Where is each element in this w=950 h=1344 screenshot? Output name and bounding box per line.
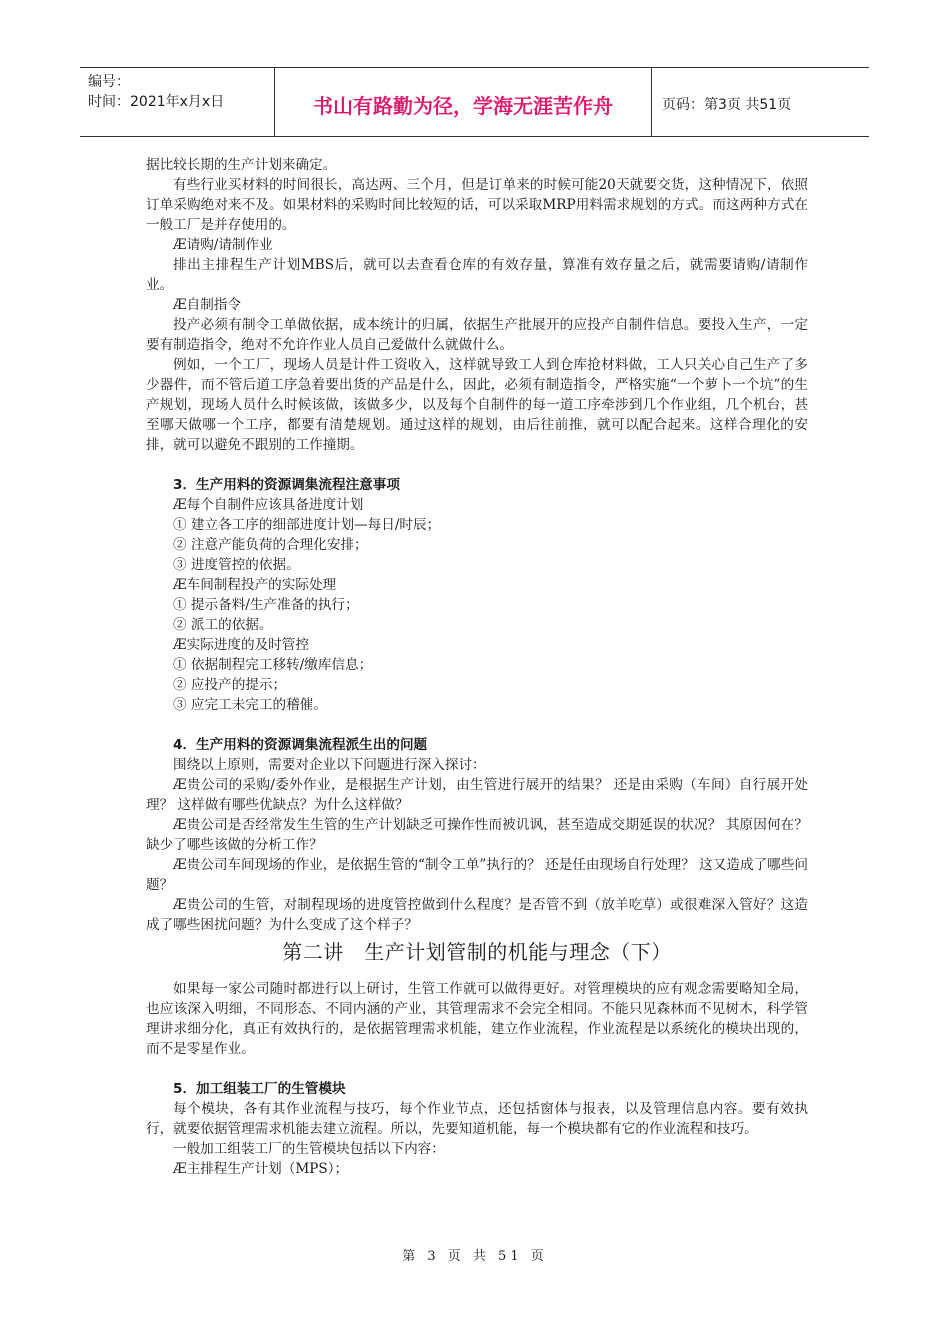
header-meta: [80, 68, 275, 136]
question-item: Æ贵公司是否经常发生生管的生产计划缺乏可操作性而被讥讽，甚至造成交期延误的状况？ 其原因何在？缺少了哪些该做的分析工作？: [146, 817, 808, 853]
paragraph: 如果每一家公司随时都进行以上研讨，生管工作就可以做得更好。对管理模块的应有观念需要略知全局，也应该深入明细，不同形态、不同内涵的产业，其管理需求不会完全相同。不能只见森林而不见树木，科学管理讲求细分化，真正有效执行的，是依据管理需求机能，建立作业流程，作业流程是以系统化的模块出现的，而不是零星作业。: [146, 981, 808, 1057]
numbered-item: ③ 应完工未完工的稽催。: [173, 697, 327, 713]
document-body: [146, 155, 808, 1179]
section-heading: 5．加工组装工厂的生管模块: [173, 1081, 346, 1097]
paragraph: 一般加工组装工厂的生管模块包括以下内容：: [173, 1141, 445, 1157]
section-heading: 4．生产用料的资源调集流程派生出的问题: [173, 737, 428, 753]
bullet-heading: Æ主排程生产计划（MPS）；: [173, 1161, 349, 1177]
section-heading: 3．生产用料的资源调集流程注意事项: [173, 477, 400, 493]
numbered-item: ② 派工的依据。: [173, 617, 273, 633]
numbered-item: ① 依据制程完工移转/缴库信息；: [173, 657, 373, 673]
question-item: Æ贵公司车间现场的作业，是依据生管的“制令工单”执行的？ 还是任由现场自行处理？ 这又造成了哪些问题？: [146, 857, 808, 893]
document-number-label: 编号：: [88, 74, 130, 90]
question-item: Æ贵公司的采购/委外作业，是根据生产计划，由生管进行展开的结果？ 还是由采购（车间）自行展开处理？ 这样做有哪些优缺点？为什么这样做？: [146, 777, 808, 813]
paragraph: 投产必须有制令工单做依据，成本统计的归属，依据生产批展开的应投产自制件信息。要投入生产，一定要有制造指令，绝对不允许作业人员自己爱做什么就做什么。: [146, 317, 808, 353]
bullet-heading: Æ每个自制件应该具备进度计划: [173, 497, 364, 513]
paragraph: 每个模块，各有其作业流程与技巧，每个作业节点，还包括窗体与报表，以及管理信息内容。要有效执行，就要依据管理需求机能去建立流程。所以，先要知道机能，每一个模块都有它的作业流程和技巧。: [146, 1101, 808, 1137]
paragraph: 围绕以上原则，需要对企业以下问题进行深入探讨：: [173, 757, 486, 773]
header-motto: 书山有路勤为径，学海无涯苦作舟: [275, 68, 652, 136]
page-header: [80, 67, 869, 137]
page-footer: 第 3 页 共 51 页: [402, 1249, 548, 1264]
paragraph: 排出主排程生产计划MBS后，就可以去查看仓库的有效存量，算准有效存量之后，就需要请购/请制作业。: [146, 257, 808, 293]
bullet-heading: Æ实际进度的及时管控: [173, 637, 309, 653]
numbered-item: ② 应投产的提示；: [173, 677, 287, 693]
bullet-heading: Æ车间制程投产的实际处理: [173, 577, 337, 593]
question-item: Æ贵公司的生管，对制程现场的进度管控做到什么程度？是否管不到（放羊吃草）或很难深入管好？这造成了哪些困扰问题？为什么变成了这个样子？: [146, 897, 808, 933]
paragraph: 有些行业买材料的时间很长，高达两、三个月，但是订单来的时候可能20天就要交货，这种情况下，依照订单采购绝对来不及。如果材料的采购时间比较短的话，可以采取MRP用料需求规划的方式。而这两种方式在一般工厂是并存使用的。: [146, 177, 808, 233]
paragraph: 例如，一个工厂，现场人员是计件工资收入，这样就导致工人到仓库抢材料做，工人只关心自己生产了多少器件，而不管后道工序急着要出货的产品是什么，因此，必须有制造指令，严格实施“一个萝卜一个坑”的生产规划，现场人员什么时候该做，该做多少，以及每个自制件的每一道工序牵涉到几个作业组，几个机台，甚至哪天做哪一个工序，都要有清楚规划。通过这样的规划，由后往前推，就可以配合起来。这样合理化的安排，就可以避免不跟别的工作撞期。: [146, 357, 808, 453]
numbered-item: ③ 进度管控的依据。: [173, 557, 300, 573]
lecture-title: 第二讲 生产计划管制的机能与理念（下）: [282, 940, 672, 964]
document-time-label: 时间：2021年x月x日: [88, 94, 225, 110]
bullet-heading: Æ请购/请制作业: [173, 237, 273, 253]
numbered-item: ① 建立各工序的细部进度计划—每日/时辰；: [173, 517, 441, 533]
bullet-heading: Æ自制指令: [173, 297, 241, 313]
numbered-item: ② 注意产能负荷的合理化安排；: [173, 537, 368, 553]
header-page-info: 页码：第3页 共51页: [662, 97, 792, 113]
paragraph: 据比较长期的生产计划来确定。: [146, 157, 337, 173]
numbered-item: ① 提示备料/生产准备的执行；: [173, 597, 359, 613]
